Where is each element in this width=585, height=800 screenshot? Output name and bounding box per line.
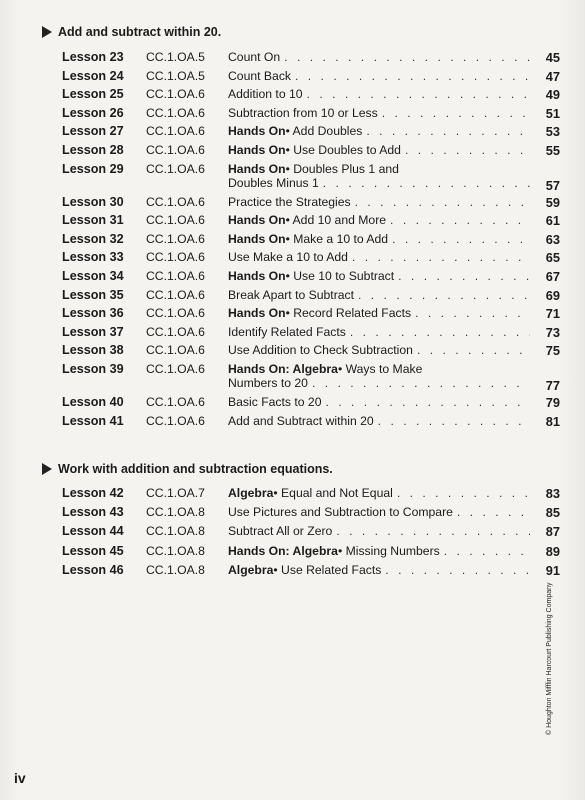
lesson-title-emphasis: Hands On: Algebra [228,543,338,558]
lesson-number: Lesson 37 [62,324,124,339]
toc-row [62,544,560,563]
toc-row [62,69,560,88]
standard-code: CC.1.OA.6 [146,324,205,339]
toc-row [62,269,560,288]
triangle-bullet-icon [42,26,52,38]
page-ref: 71 [545,306,560,322]
standard-code: CC.1.OA.6 [146,395,205,409]
lesson-title-continuation: Doubles Minus 1 [228,175,319,190]
lesson-title [228,325,534,339]
copyright-notice: © Houghton Mifflin Harcourt Publishing Company [546,582,553,735]
standard-code: CC.1.OA.6 [146,231,205,246]
page-ref: 61 [545,213,560,229]
standard-code: CC.1.OA.8 [146,505,205,520]
page-ref: 79 [545,395,560,410]
lesson-title-text: Count On [228,50,281,64]
section-equations [42,461,562,578]
standard-code: CC.1.OA.6 [146,413,205,428]
leader-dots [307,87,530,101]
lesson-number: Lesson 46 [62,562,124,577]
standard-code: CC.1.OA.6 [146,362,205,376]
leader-dots [358,288,530,302]
page-ref: 65 [545,250,560,266]
lesson-number: Lesson 42 [62,486,124,500]
leader-dots [295,69,530,83]
standard-code: CC.1.OA.6 [146,287,205,302]
toc-row [62,195,560,214]
toc-row [62,50,560,69]
lesson-number: Lesson 26 [62,105,124,120]
toc-row [62,343,560,362]
standard-code: CC.1.OA.6 [146,105,205,120]
lesson-title-text: • Missing Numbers [337,543,440,558]
standard-code: CC.1.OA.6 [146,143,205,157]
triangle-bullet-icon [42,463,52,475]
toc-row [62,232,560,251]
lesson-title-text: Use Pictures and Subtraction to Compare [228,505,453,520]
page-ref: 85 [545,505,560,521]
page-ref: 51 [545,105,560,121]
leader-dots [417,343,530,357]
leader-dots [378,414,530,428]
leader-dots [284,50,530,64]
leader-dots [312,376,530,390]
lesson-number: Lesson 35 [62,287,124,302]
leader-dots [336,524,530,538]
lesson-title [228,306,534,320]
standard-code: CC.1.OA.8 [146,562,205,577]
lesson-title [228,343,534,357]
lesson-title-text: Subtract All or Zero [228,524,333,539]
lesson-number: Lesson 33 [62,250,124,265]
leader-dots [398,269,530,283]
toc-row [62,395,560,414]
lesson-title [228,50,534,64]
lesson-title-text: Identify Related Facts [228,324,346,339]
lesson-number: Lesson 43 [62,505,124,520]
lesson-title [228,544,534,558]
lesson-title-emphasis: Algebra [228,562,274,577]
lesson-title-emphasis: Hands On: Algebra [228,362,338,376]
lesson-title [228,213,534,227]
lesson-title-emphasis: Hands On [228,143,286,157]
page-ref: 83 [545,486,560,501]
lesson-title-text: Count Back [228,68,292,83]
toc-row [62,124,560,143]
leader-dots [390,213,530,227]
lesson-title-emphasis: Hands On [228,306,286,321]
toc-row [62,524,560,543]
lesson-number: Lesson 36 [62,306,124,321]
lesson-number: Lesson 45 [62,543,124,558]
section-add-subtract [42,24,562,429]
lesson-title-emphasis: Hands On [228,213,286,228]
lesson-title-text: • Ways to Make [337,362,423,376]
leader-dots [405,143,530,157]
lesson-title-emphasis: Hands On [228,161,286,176]
leader-dots [325,395,530,409]
standard-code: CC.1.OA.5 [146,68,205,83]
standard-code: CC.1.OA.6 [146,124,205,139]
leader-dots [385,563,530,577]
lesson-title-text: Addition to 10 [228,87,303,102]
lesson-title [228,524,534,538]
lesson-number: Lesson 24 [62,68,124,83]
toc-row [62,106,560,125]
lesson-number: Lesson 30 [62,194,124,209]
lesson-title [228,87,534,101]
page-ref: 77 [545,378,560,393]
lesson-title-text: • Use 10 to Subtract [285,269,395,283]
lesson-title [228,143,534,157]
lesson-title [228,414,534,428]
toc-row [62,414,560,433]
page-ref: 73 [545,324,560,340]
page-ref: 59 [545,194,560,210]
lesson-title [228,269,534,283]
standard-code: CC.1.OA.6 [146,213,205,228]
standard-code: CC.1.OA.5 [146,50,205,64]
lesson-number: Lesson 27 [62,124,124,139]
lesson-title-text: Break Apart to Subtract [228,287,355,302]
lesson-title-text: Subtraction from 10 or Less [228,105,378,120]
toc-row [62,486,560,505]
leader-dots [323,176,530,190]
lesson-title-text: Practice the Strategies [228,194,351,209]
page-ref: 75 [545,343,560,359]
toc-row [62,143,560,162]
lesson-title-text: • Record Related Facts [285,306,412,321]
lesson-title-emphasis: Hands On [228,124,286,139]
standard-code: CC.1.OA.6 [146,194,205,209]
lesson-title [228,505,534,519]
lesson-title-text: Use Addition to Check Subtraction [228,343,413,358]
lesson-title [228,395,534,409]
standard-code: CC.1.OA.6 [146,250,205,265]
lesson-title [228,250,534,264]
lesson-title-text: • Use Doubles to Add [285,143,401,157]
lesson-number: Lesson 41 [62,413,124,428]
standard-code: CC.1.OA.8 [146,524,205,539]
toc-row [62,162,560,195]
section-heading [42,24,562,40]
page-ref: 45 [545,50,560,65]
lesson-title-text: • Equal and Not Equal [273,486,393,500]
lesson-title-text: • Add Doubles [285,124,363,139]
section-heading-text: Work with addition and subtraction equations. [58,462,333,476]
lesson-title [228,563,534,577]
leader-dots [444,544,530,558]
leader-dots [355,195,530,209]
leader-dots [457,505,530,519]
standard-code: CC.1.OA.6 [146,269,205,283]
lesson-number: Lesson 23 [62,50,124,64]
lesson-title [228,124,534,138]
page-ref: 67 [545,269,560,284]
lesson-number: Lesson 25 [62,87,124,102]
toc-row [62,87,560,106]
page-ref: 63 [545,231,560,247]
standard-code: CC.1.OA.8 [146,543,205,558]
page-ref: 55 [545,143,560,158]
lesson-number: Lesson 38 [62,343,124,358]
lesson-title-text: • Doubles Plus 1 and [285,161,399,176]
lesson-title-emphasis: Hands On [228,269,286,283]
lesson-number: Lesson 28 [62,143,124,157]
lesson-number: Lesson 39 [62,362,124,376]
lesson-title-text: Use Make a 10 to Add [228,250,348,265]
standard-code: CC.1.OA.6 [146,87,205,102]
lesson-title-text: Add and Subtract within 20 [228,413,374,428]
toc-row [62,362,560,395]
page-ref: 49 [545,87,560,103]
standard-code: CC.1.OA.7 [146,486,205,500]
lesson-number: Lesson 31 [62,213,124,228]
lesson-number: Lesson 34 [62,269,124,283]
lesson-title [228,69,534,83]
lesson-title-text: • Add 10 and More [285,213,387,228]
toc-row [62,505,560,524]
toc-row [62,563,560,582]
lesson-title [228,486,534,500]
leader-dots [350,325,530,339]
page-ref: 69 [545,287,560,303]
page-ref: 57 [545,177,560,193]
page-number: iv [14,770,26,786]
leader-dots [415,306,530,320]
lesson-title [228,362,534,390]
standard-code: CC.1.OA.6 [146,161,205,176]
lesson-title-text: • Make a 10 to Add [285,231,389,246]
lesson-title-text: • Use Related Facts [273,562,382,577]
page-ref: 87 [545,524,560,540]
lesson-number: Lesson 44 [62,524,124,539]
lesson-title [228,232,534,246]
lesson-title [228,288,534,302]
lesson-number: Lesson 29 [62,161,124,176]
toc-row [62,325,560,344]
lesson-number: Lesson 32 [62,231,124,246]
page-ref: 53 [545,124,560,140]
toc-row [62,288,560,307]
section-heading [42,461,562,477]
lesson-title [228,162,534,190]
page-ref: 89 [545,543,560,559]
toc-row [62,250,560,269]
toc-row [62,306,560,325]
lesson-title-emphasis: Hands On [228,231,286,246]
lesson-title [228,106,534,120]
lesson-title-continuation: Numbers to 20 [228,376,308,390]
leader-dots [397,486,530,500]
standard-code: CC.1.OA.6 [146,306,205,321]
leader-dots [392,232,530,246]
toc-row [62,213,560,232]
leader-dots [352,250,530,264]
page-ref: 91 [545,562,560,578]
lesson-number: Lesson 40 [62,395,124,409]
leader-dots [382,106,530,120]
leader-dots [366,124,530,138]
lesson-title [228,195,534,209]
section-heading-text: Add and subtract within 20. [58,25,222,39]
lesson-title-text: Basic Facts to 20 [228,395,322,409]
page-ref: 81 [545,413,560,429]
lesson-title-emphasis: Algebra [228,486,274,500]
page-ref: 47 [545,68,560,84]
standard-code: CC.1.OA.6 [146,343,205,358]
